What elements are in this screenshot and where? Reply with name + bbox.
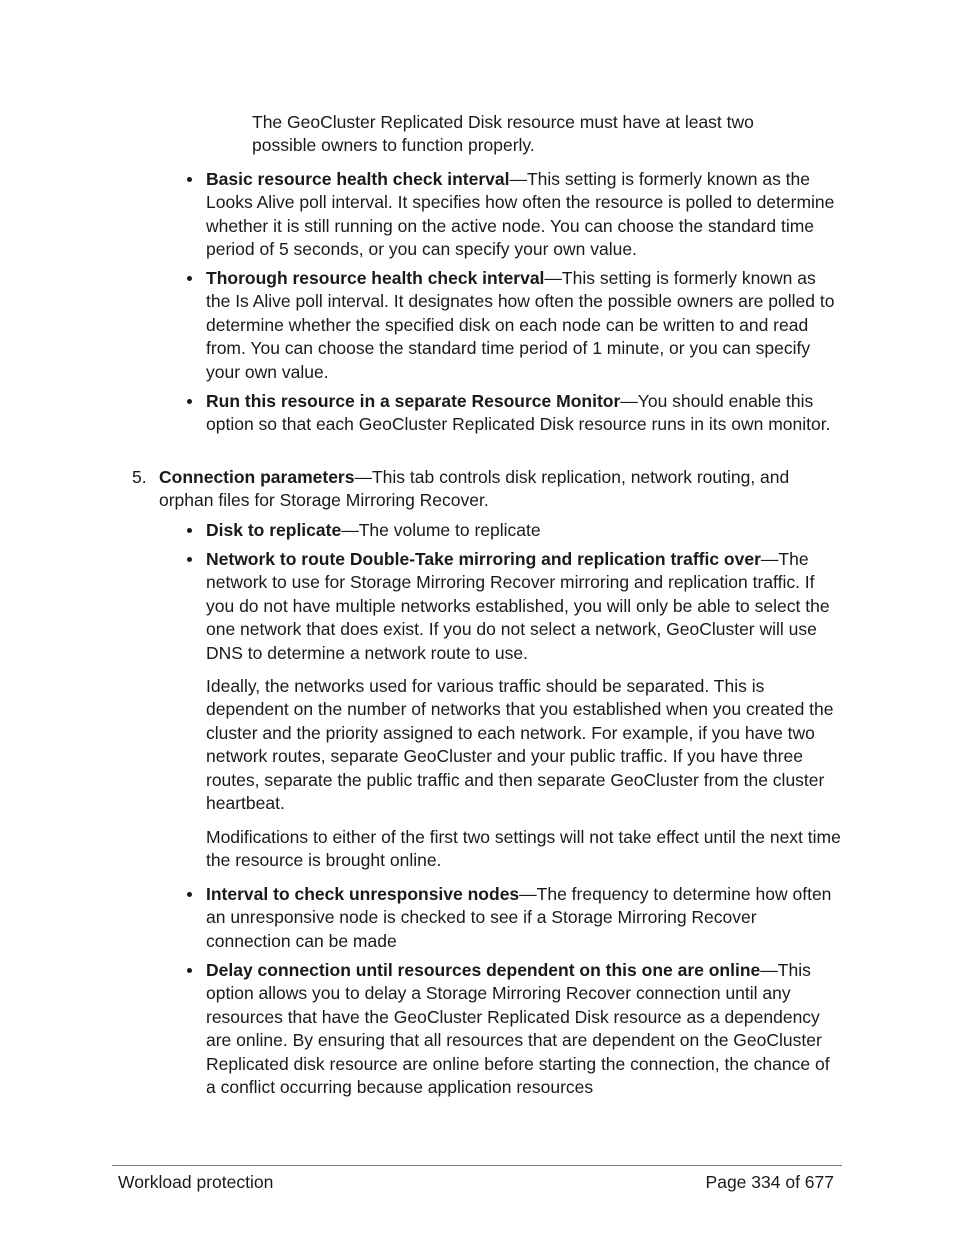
bullet-dot-icon	[187, 557, 192, 562]
footer-page-number: Page 334 of 677	[705, 1172, 834, 1192]
description: —This tab controls disk replication, network routing, and orphan files for Storage Mirroring Recover.	[159, 467, 790, 511]
list-item-network-route	[206, 548, 841, 665]
description: —This setting is formerly known as the Looks Alive poll interval. It specifies how often the resource is polled to determine whether it is still running on the active node. You can choose the standard time period of 5 seconds, or you can specify your own value.	[206, 169, 835, 260]
step-number: 5.	[132, 467, 147, 487]
paragraph-modifications: Modifications to either of the first two settings will not take effect until the next time the resource is brought online.	[206, 827, 841, 871]
footer-divider	[112, 1165, 842, 1166]
list-item-disk-to-replicate	[206, 519, 841, 542]
term: Disk to replicate	[206, 520, 342, 540]
list-item-unresponsive-nodes	[206, 883, 841, 953]
bullet-dot-icon	[187, 177, 192, 182]
bullet-dot-icon	[187, 968, 192, 973]
step-connection-parameters	[132, 466, 839, 513]
bullet-dot-icon	[187, 399, 192, 404]
description: —You should enable this option so that each GeoCluster Replicated Disk resource runs in its own monitor.	[206, 391, 831, 435]
description: —This option allows you to delay a Storage Mirroring Recover connection until any resources that have the GeoCluster Replicated Disk resource as a dependency are online. By ensuring that all resources that are dependent on the GeoCluster Replicated disk resource are online before starting the connection, the chance of a conflict occurring because application resources	[206, 960, 830, 1098]
term: Thorough resource health check interval	[206, 268, 545, 288]
term: Connection parameters	[159, 467, 355, 487]
description: —The network to use for Storage Mirroring Recover mirroring and replication traffic. If you do not have multiple networks established, you will only be able to select the one network that does exist. If you do not select a network, GeoCluster will use DNS to determine a network route to use.	[206, 549, 830, 663]
bullet-dot-icon	[187, 892, 192, 897]
bullet-dot-icon	[187, 528, 192, 533]
list-item-thorough-health-check	[206, 267, 841, 384]
list-item-separate-monitor	[206, 390, 841, 437]
description: —This setting is formerly known as the Is Alive poll interval. It designates how often the possible owners are polled to determine whether the specified disk on each node can be written to and read from. You can choose the standard time period of 1 minute, or you can specify your own value.	[206, 268, 835, 382]
term: Network to route Double-Take mirroring and replication traffic over	[206, 549, 761, 569]
description: —The volume to replicate	[341, 520, 541, 540]
list-item-delay-connection	[206, 959, 841, 1099]
list-item-basic-health-check	[206, 168, 841, 262]
note-possible-owners: The GeoCluster Replicated Disk resource must have at least two possible owners to function properly.	[252, 112, 754, 156]
term: Run this resource in a separate Resource Monitor	[206, 391, 621, 411]
paragraph-network-separation: Ideally, the networks used for various traffic should be separated. This is dependent on the number of networks that you established when you created the cluster and the priority assigned to each network. For example, if you have two network routes, separate GeoCluster and your public traffic. If you have three routes, separate the public traffic and then separate GeoCluster from the cluster heartbeat.	[206, 676, 834, 814]
description: —The frequency to determine how often an unresponsive node is checked to see if a Storage Mirroring Recover connection can be made	[206, 884, 832, 951]
term: Interval to check unresponsive nodes	[206, 884, 520, 904]
footer-section-title: Workload protection	[118, 1172, 274, 1192]
bullet-dot-icon	[187, 276, 192, 281]
term: Delay connection until resources dependent on this one are online	[206, 960, 761, 980]
term: Basic resource health check interval	[206, 169, 510, 189]
